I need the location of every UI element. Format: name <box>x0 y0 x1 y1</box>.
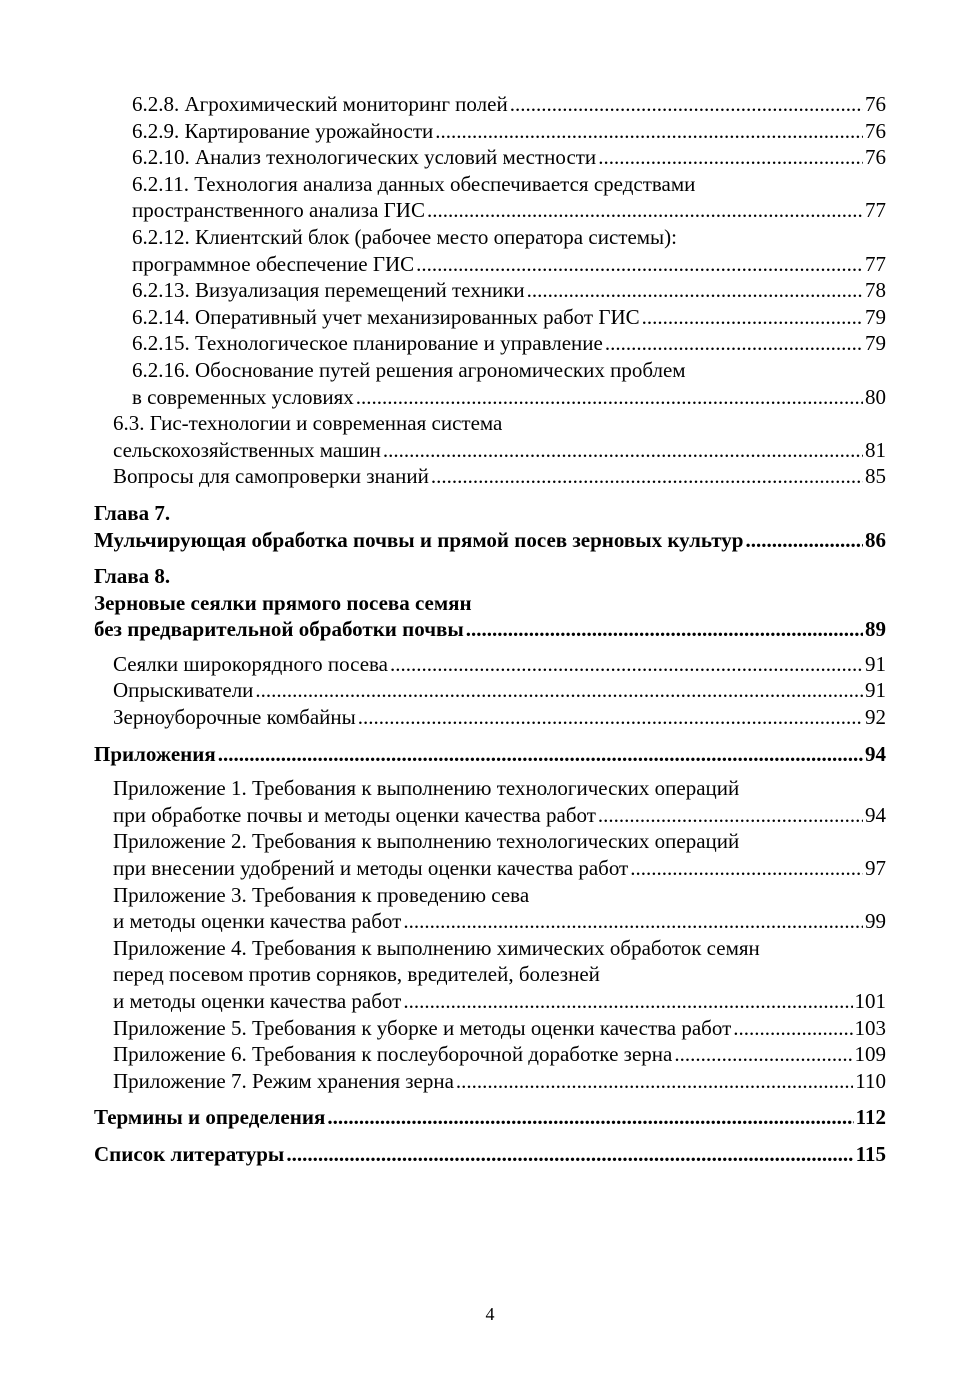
toc-entry <box>113 775 886 828</box>
toc-entry <box>113 463 886 490</box>
toc-page-number: 79 <box>865 331 886 356</box>
toc-entry-text: Зерноуборочные комбайны <box>113 705 356 730</box>
toc-entry <box>132 277 886 304</box>
toc-page-number: 80 <box>865 384 886 409</box>
leader-dots <box>218 741 863 768</box>
leader-dots <box>416 251 863 278</box>
chapter-title: Приложения <box>94 741 216 766</box>
toc-entry-text: Приложение 1. Требования к выполнению технологических операций <box>113 776 740 801</box>
toc-page-number: 78 <box>865 278 886 303</box>
toc-entry-text: Приложение 3. Требования к проведению сева <box>113 882 530 907</box>
toc-entry-text: программное обеспечение ГИС <box>132 251 415 276</box>
toc-page-number: 112 <box>855 1105 886 1130</box>
toc-page-number: 103 <box>854 1015 886 1040</box>
toc-page-number: 77 <box>865 251 886 276</box>
toc-page-number: 94 <box>865 741 886 766</box>
toc-page-number: 92 <box>865 705 886 730</box>
toc-entry <box>113 651 886 678</box>
toc-page-number: 91 <box>865 651 886 676</box>
chapter-title: Термины и определения <box>94 1105 326 1130</box>
toc-entry-text: сельскохозяйственных машин <box>113 437 381 462</box>
leader-dots <box>642 304 863 331</box>
toc-entry-text: 6.2.16. Обоснование путей решения агрономических проблем <box>132 357 686 382</box>
leader-dots <box>427 197 863 224</box>
toc-page-number: 79 <box>865 304 886 329</box>
toc-entry-text: 6.2.8. Агрохимический мониторинг полей <box>132 92 508 116</box>
toc-entry-text: 6.2.11. Технология анализа данных обеспечивается средствами <box>132 171 696 196</box>
chapter-label: Глава 8. <box>94 564 171 589</box>
toc-entry-text: перед посевом против сорняков, вредителей, болезней <box>113 962 600 987</box>
toc-entry <box>113 1068 886 1095</box>
toc-entry-text: 6.2.10. Анализ технологических условий местности <box>132 145 597 170</box>
leader-dots <box>598 802 863 829</box>
leader-dots <box>431 463 863 490</box>
toc-entry-text: 6.2.14. Оперативный учет механизированных работ ГИС <box>132 304 640 329</box>
leader-dots <box>456 1068 853 1095</box>
toc-entry-text: 6.2.13. Визуализация перемещений техники <box>132 278 525 303</box>
toc-entry-text: и методы оценки качества работ <box>113 989 402 1013</box>
leader-dots <box>674 1041 852 1068</box>
toc-entry <box>132 304 886 331</box>
toc-entry <box>132 144 886 171</box>
toc-entry-text: 6.2.9. Картирование урожайности <box>132 118 434 143</box>
toc-page-number: 76 <box>865 92 886 116</box>
table-of-contents <box>0 91 980 1168</box>
toc-entry-text: при внесении удобрений и методы оценки качества работ <box>113 856 629 881</box>
page-number: 4 <box>485 1304 495 1324</box>
toc-page-number: 76 <box>865 118 886 143</box>
toc-chapter-entry <box>94 1141 886 1168</box>
toc-chapter-entry <box>94 1104 886 1131</box>
leader-dots <box>358 704 863 731</box>
leader-dots <box>598 144 863 171</box>
toc-page-number: 110 <box>855 1068 886 1093</box>
leader-dots <box>435 118 863 145</box>
leader-dots <box>390 651 863 678</box>
toc-entry <box>113 935 886 1015</box>
toc-entry-text: 6.2.15. Технологическое планирование и управление <box>132 331 603 356</box>
toc-entry <box>113 704 886 731</box>
toc-entry-text: Приложение 4. Требования к выполнению химических обработок семян <box>113 935 760 960</box>
toc-page-number: 94 <box>865 802 886 827</box>
toc-page-number: 85 <box>865 464 886 489</box>
toc-entry <box>113 677 886 704</box>
leader-dots <box>630 855 863 882</box>
toc-entry <box>113 1015 886 1042</box>
toc-entry <box>132 357 886 410</box>
toc-page-number: 77 <box>865 198 886 223</box>
toc-entry <box>113 1041 886 1068</box>
toc-entry-text: в современных условиях <box>132 384 354 409</box>
leader-dots <box>605 330 863 357</box>
toc-entry <box>132 118 886 145</box>
leader-dots <box>745 527 863 554</box>
toc-page-number: 81 <box>865 437 886 462</box>
toc-entry <box>132 91 886 118</box>
toc-entry-text: и методы оценки качества работ <box>113 909 402 934</box>
toc-entry-text: 6.2.12. Клиентский блок (рабочее место оператора системы): <box>132 224 677 249</box>
toc-chapter-entry <box>94 500 886 553</box>
leader-dots <box>733 1015 852 1042</box>
toc-page-number: 89 <box>865 617 886 642</box>
chapter-title: Мульчирующая обработка почвы и прямой посев зерновых культур <box>94 527 744 552</box>
chapter-title: Список литературы <box>94 1141 285 1166</box>
toc-entry <box>113 828 886 881</box>
toc-entry-text: 6.3. Гис-технологии и современная система <box>113 411 503 436</box>
toc-page-number: 91 <box>865 678 886 703</box>
toc-entry <box>113 410 886 463</box>
toc-page-number: 86 <box>865 527 886 552</box>
toc-entry-text: Приложение 5. Требования к уборке и методы оценки качества работ <box>113 1015 732 1040</box>
toc-entry-text: Опрыскиватели <box>113 678 254 703</box>
toc-page-number: 97 <box>865 856 886 881</box>
leader-dots <box>466 616 863 643</box>
toc-page-number: 76 <box>865 145 886 170</box>
leader-dots <box>327 1104 853 1131</box>
toc-entry-text: пространственного анализа ГИС <box>132 198 425 223</box>
toc-page-number: 101 <box>854 989 886 1013</box>
toc-entry-text: Приложение 2. Требования к выполнению технологических операций <box>113 829 740 854</box>
toc-page-number: 109 <box>854 1042 886 1067</box>
toc-entry <box>113 882 886 935</box>
leader-dots <box>255 677 863 704</box>
leader-dots <box>527 277 863 304</box>
leader-dots <box>403 988 852 1015</box>
toc-page-number: 99 <box>865 909 886 934</box>
toc-entry-text: Приложение 7. Режим хранения зерна <box>113 1068 454 1093</box>
toc-page-number: 115 <box>855 1141 886 1166</box>
chapter-title: Зерновые сеялки прямого посева семян <box>94 590 472 615</box>
toc-chapter-entry <box>94 563 886 643</box>
toc-entry-text: Сеялки широкорядного посева <box>113 651 388 676</box>
leader-dots <box>403 908 863 935</box>
toc-entry-text: при обработке почвы и методы оценки качества работ <box>113 802 596 827</box>
leader-dots <box>383 437 863 464</box>
chapter-title: без предварительной обработки почвы <box>94 617 464 642</box>
toc-entry <box>132 171 886 224</box>
leader-dots <box>286 1141 853 1168</box>
toc-chapter-entry <box>94 741 886 768</box>
toc-entry-text: Приложение 6. Требования к послеуборочной доработке зерна <box>113 1042 673 1067</box>
chapter-label: Глава 7. <box>94 500 171 525</box>
toc-entry <box>132 330 886 357</box>
toc-entry-text: Вопросы для самопроверки знаний <box>113 464 429 489</box>
toc-entry <box>132 224 886 277</box>
leader-dots <box>510 91 863 118</box>
leader-dots <box>356 384 863 411</box>
